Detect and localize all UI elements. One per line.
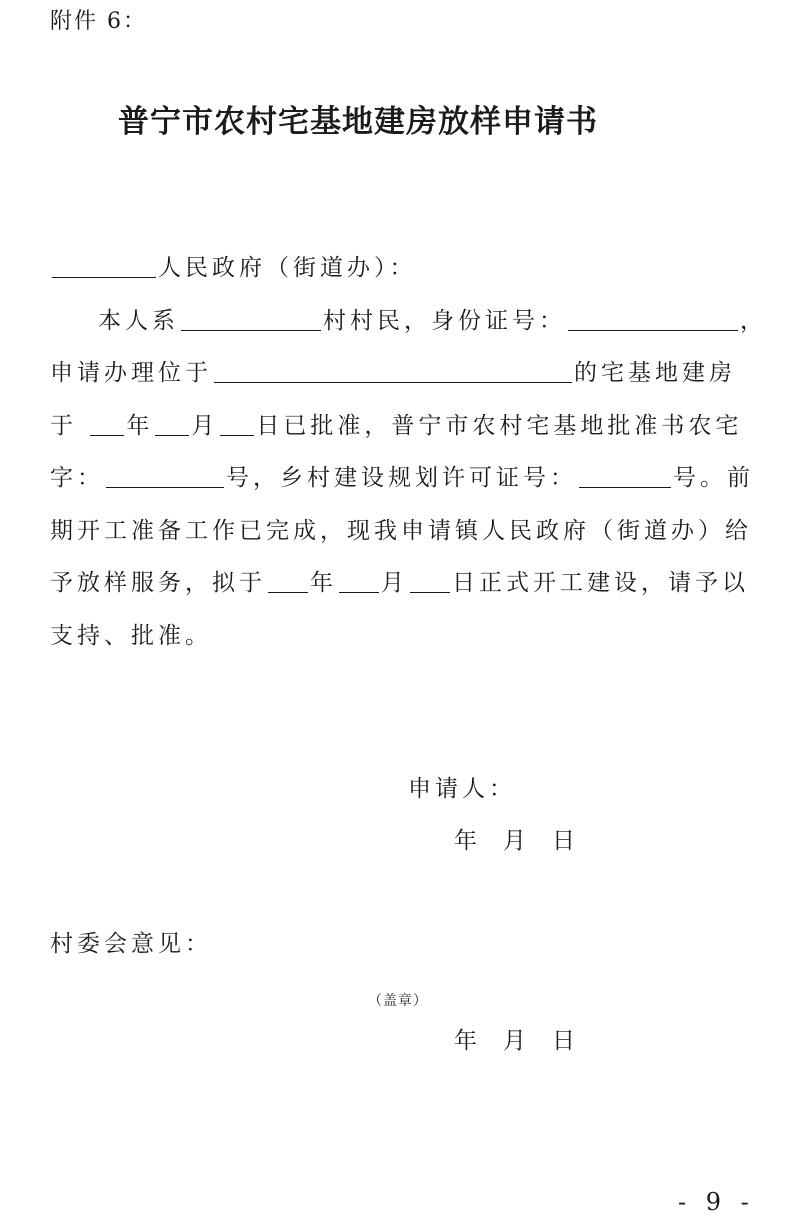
- body-line-4: [50, 458, 754, 498]
- body-text: 月: [191, 413, 219, 439]
- body-text: 日正式开工建设，请予以: [452, 570, 749, 596]
- village-name-field[interactable]: [181, 304, 321, 331]
- body-text: 本人系: [98, 308, 179, 334]
- body-line-1: [50, 301, 767, 341]
- date-year: 年: [454, 828, 477, 854]
- body-line-3: [50, 406, 750, 446]
- village-opinion-label: 村委会意见：: [50, 931, 212, 957]
- body-text: 年: [126, 413, 154, 439]
- approval-month-field[interactable]: [155, 409, 189, 436]
- approval-day-field[interactable]: [220, 409, 254, 436]
- addressee-line: [50, 248, 750, 288]
- permit-number-field[interactable]: [579, 461, 671, 488]
- date-month: 月: [503, 1028, 526, 1054]
- body-line-5: [50, 511, 750, 551]
- body-line-6: [50, 563, 750, 603]
- start-day-field[interactable]: [410, 566, 450, 593]
- body-text: 字：: [50, 465, 104, 491]
- body-text: 于: [50, 413, 77, 439]
- id-number-field[interactable]: [568, 304, 738, 331]
- seal-note: （盖章）: [368, 993, 428, 1009]
- date-year: 年: [454, 1028, 477, 1054]
- town-name-field[interactable]: [52, 251, 156, 278]
- date-month: 月: [503, 828, 526, 854]
- location-field[interactable]: [214, 356, 572, 383]
- date-day: 日: [552, 1028, 575, 1054]
- body-line-2: [50, 353, 750, 393]
- body-text: 的宅基地建房: [574, 360, 736, 386]
- body-line-7: [50, 616, 750, 656]
- attachment-label: 附件 6：: [50, 9, 147, 34]
- body-text: 村村民，身份证号：: [323, 308, 566, 334]
- body-text: 期开工准备工作已完成，现我申请镇人民政府（街道办）给: [50, 518, 752, 544]
- page-number: - 9 -: [678, 1188, 755, 1216]
- applicant-date: [454, 822, 601, 855]
- approval-number-field[interactable]: [106, 461, 224, 488]
- applicant-label: 申请人：: [408, 776, 516, 802]
- body-text: 予放样服务，拟于: [50, 570, 266, 596]
- date-day: 日: [552, 828, 575, 854]
- body-text: 申请办理位于: [50, 360, 212, 386]
- body-text: 日已批准，普宁市农村宅基地批准书农宅: [256, 413, 743, 439]
- body-text: 支持、批准。: [50, 623, 212, 649]
- addressee-suffix: 人民政府（街道办）：: [158, 255, 417, 281]
- body-text: 月: [381, 570, 408, 596]
- start-month-field[interactable]: [339, 566, 379, 593]
- approval-year-field[interactable]: [90, 409, 124, 436]
- document-title: 普宁市农村宅基地建房放样申请书: [118, 104, 598, 140]
- body-text: 号，乡村建设规划许可证号：: [226, 465, 577, 491]
- village-date: [454, 1022, 601, 1055]
- start-year-field[interactable]: [268, 566, 308, 593]
- body-text: ，: [740, 308, 767, 334]
- body-text: 年: [310, 570, 337, 596]
- body-text: 号。前: [673, 465, 754, 491]
